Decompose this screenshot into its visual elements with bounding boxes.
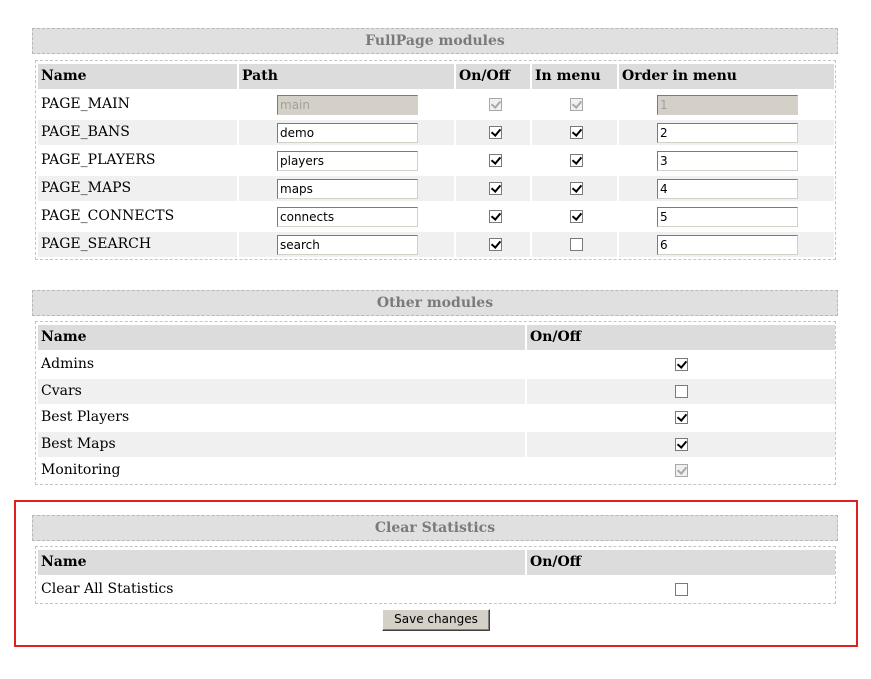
other-table bbox=[35, 321, 836, 485]
fullpage-table bbox=[35, 60, 836, 260]
other-module-checkbox[interactable] bbox=[675, 411, 688, 424]
other-col-onoff-header: On/Off bbox=[527, 325, 835, 350]
onoff-checkbox[interactable] bbox=[489, 182, 502, 195]
other-col-name-header: Name bbox=[38, 325, 525, 350]
clear-header-row bbox=[38, 550, 835, 575]
order-input[interactable]: 5 bbox=[657, 207, 798, 227]
module-name: PAGE_CONNECTS bbox=[41, 208, 175, 224]
path-input[interactable]: search bbox=[277, 235, 418, 255]
other-module-name: Admins bbox=[41, 356, 95, 372]
module-name: PAGE_PLAYERS bbox=[41, 152, 156, 168]
onoff-checkbox[interactable] bbox=[489, 238, 502, 251]
other-module-name: Cvars bbox=[38, 379, 525, 404]
inmenu-checkbox[interactable] bbox=[570, 210, 583, 223]
path-input[interactable]: connects bbox=[277, 207, 418, 227]
col-name-header: Name bbox=[38, 64, 237, 89]
clear-stat-name: Clear All Statistics bbox=[41, 581, 174, 597]
inmenu-checkbox[interactable] bbox=[570, 238, 583, 251]
onoff-checkbox[interactable] bbox=[489, 154, 502, 167]
save-changes-button[interactable]: Save changes bbox=[382, 609, 490, 631]
clear-col-onoff-header: On/Off bbox=[527, 550, 835, 575]
order-input[interactable]: 6 bbox=[657, 235, 798, 255]
inmenu-checkbox bbox=[570, 98, 583, 111]
clear-stat-checkbox[interactable] bbox=[675, 583, 688, 596]
other-module-row bbox=[38, 379, 835, 404]
path-input[interactable]: maps bbox=[277, 179, 418, 199]
fullpage-row bbox=[38, 176, 835, 201]
order-input[interactable]: 2 bbox=[657, 123, 798, 143]
other-module-name: Monitoring bbox=[41, 462, 121, 478]
other-module-row bbox=[38, 405, 835, 430]
path-input[interactable]: players bbox=[277, 151, 418, 171]
clear-col-name-header: Name bbox=[38, 550, 525, 575]
fullpage-row bbox=[38, 204, 835, 229]
fullpage-section-title: FullPage modules bbox=[32, 28, 838, 54]
inmenu-checkbox[interactable] bbox=[570, 182, 583, 195]
fullpage-row bbox=[38, 232, 835, 257]
other-module-checkbox[interactable] bbox=[675, 358, 688, 371]
fullpage-header-row bbox=[38, 64, 835, 89]
module-name: PAGE_SEARCH bbox=[38, 232, 237, 257]
other-module-checkbox[interactable] bbox=[675, 385, 688, 398]
order-input: 1 bbox=[657, 95, 798, 115]
inmenu-checkbox[interactable] bbox=[570, 126, 583, 139]
module-name: PAGE_MAIN bbox=[41, 96, 130, 112]
order-input[interactable]: 4 bbox=[657, 179, 798, 199]
other-module-row bbox=[38, 432, 835, 457]
other-module-row bbox=[38, 458, 835, 483]
path-input[interactable]: demo bbox=[277, 123, 418, 143]
onoff-checkbox[interactable] bbox=[489, 126, 502, 139]
other-module-row bbox=[38, 352, 835, 377]
other-module-checkbox[interactable] bbox=[675, 438, 688, 451]
inmenu-checkbox[interactable] bbox=[570, 154, 583, 167]
other-module-name: Best Maps bbox=[38, 432, 525, 457]
path-input: main bbox=[277, 95, 418, 115]
col-onoff-header: On/Off bbox=[456, 64, 530, 89]
module-name: PAGE_BANS bbox=[38, 120, 237, 145]
clear-table bbox=[35, 546, 836, 604]
other-module-name: Best Players bbox=[41, 409, 130, 425]
fullpage-row bbox=[38, 120, 835, 145]
other-module-checkbox bbox=[675, 464, 688, 477]
onoff-checkbox[interactable] bbox=[489, 210, 502, 223]
col-inmenu-header: In menu bbox=[532, 64, 617, 89]
other-section-title: Other modules bbox=[32, 290, 838, 316]
order-input[interactable]: 3 bbox=[657, 151, 798, 171]
module-name: PAGE_MAPS bbox=[38, 176, 237, 201]
onoff-checkbox bbox=[489, 98, 502, 111]
clear-stat-row bbox=[38, 577, 835, 602]
fullpage-row bbox=[38, 92, 835, 117]
fullpage-row bbox=[38, 148, 835, 173]
col-order-header: Order in menu bbox=[619, 64, 834, 89]
clear-section-title: Clear Statistics bbox=[32, 515, 838, 541]
other-header-row bbox=[38, 325, 835, 350]
col-path-header: Path bbox=[239, 64, 454, 89]
